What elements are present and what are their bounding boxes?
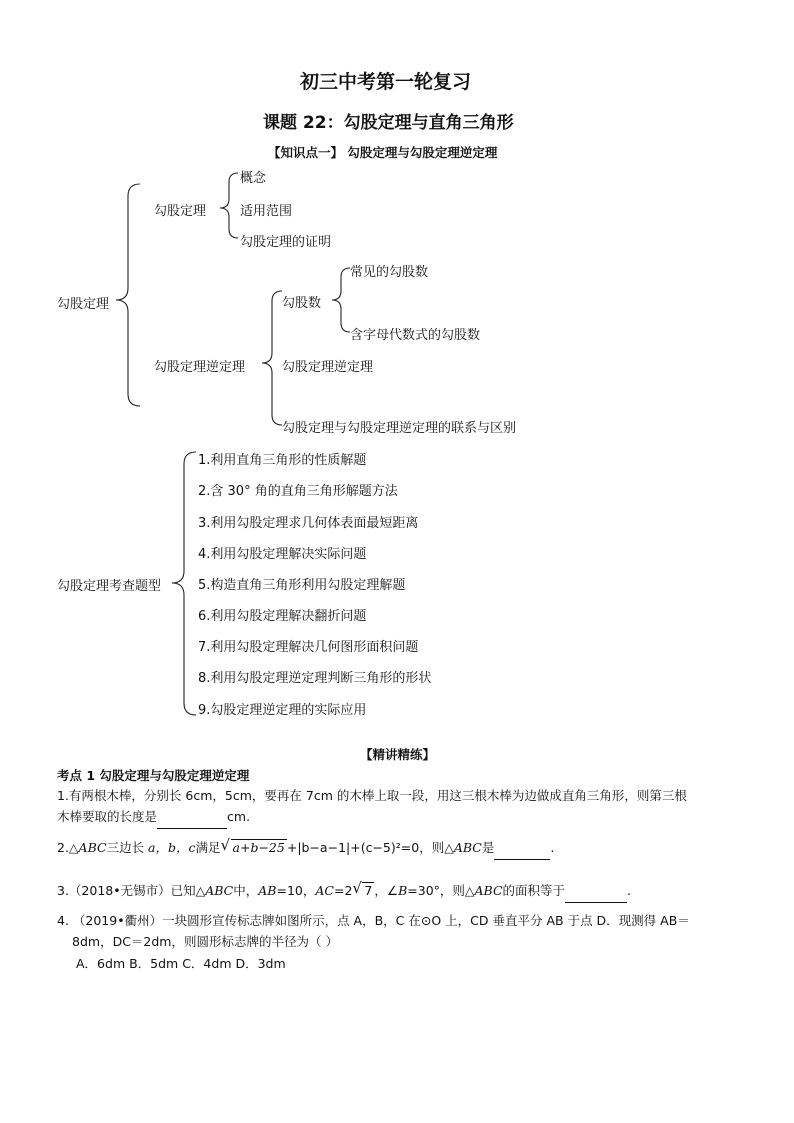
question-types-brace [172,452,196,715]
answer-blank [494,837,550,860]
question-4-line2: 8dm，DC＝2dm，则圆形标志牌的半径为（ ） [72,934,338,949]
question-type-item: 9.勾股定理逆定理的实际应用 [198,703,367,718]
page-title: 初三中考第一轮复习 [300,71,472,93]
question-type-item: 4.利用勾股定理解决实际问题 [198,547,367,562]
question-type-item: 5.构造直角三角形利用勾股定理解题 [198,578,406,593]
sqrt-expression: √ a+b−25 [220,836,285,855]
branch2-label: 勾股定理逆定理 [154,360,246,375]
root-brace [116,184,140,406]
sub1-brace [332,268,350,332]
question-type-item: 7.利用勾股定理解决几何图形面积问题 [198,640,419,655]
sub1-label: 勾股数 [282,296,322,311]
sub1-item-algebraic: 含字母代数式的勾股数 [350,328,481,343]
question-type-item: 8.利用勾股定理逆定理判断三角形的形状 [198,671,432,686]
branch1-label: 勾股定理 [154,204,207,219]
question-3: 3.（2018•无锡市）已知△ABC中，AB=10，AC=2 √ 7 ，∠B=30°，则△ABC的面积等于 . [57,880,631,903]
question-4-options: A．6dm B．5dm C．4dm D．3dm [76,956,286,971]
answer-blank [157,806,227,829]
branch1-item-proof: 勾股定理的证明 [240,235,332,250]
sqrt-seven: √ 7 [352,879,373,898]
branch1-item-scope: 适用范围 [240,204,293,219]
question-type-item: 3.利用勾股定理求几何体表面最短距离 [198,516,419,531]
question-1-line1: 1.有两根木棒，分别长 6cm，5cm，要再在 7cm 的木棒上取一段，用这三根木棒为边做成直角三角形，则第三根 [57,788,687,803]
sub1-item-common: 常见的勾股数 [350,265,429,280]
question-2: 2.△ABC三边长 a，b，c满足 √ a+b−25 +|b−a−1|+(c−5)²=0，则△ABC是 . [57,837,554,860]
answer-blank [565,880,627,903]
question-type-item: 6.利用勾股定理解决翻折问题 [198,609,367,624]
lesson-title: 课题 22：勾股定理与直角三角形 [263,113,514,133]
knowledge-point-heading: 【知识点一】 勾股定理与勾股定理逆定理 [268,145,498,160]
branch2-item-relation: 勾股定理与勾股定理逆定理的联系与区别 [282,421,517,436]
question-type-item: 1.利用直角三角形的性质解题 [198,453,367,468]
branch1-brace [220,173,238,238]
question-type-item: 2.含 30° 角的直角三角形解题方法 [198,484,398,499]
kaodian-heading: 考点 1 勾股定理与勾股定理逆定理 [57,768,250,783]
question-types-label: 勾股定理考查题型 [57,579,162,594]
question-1-line2: 木棒要取的长度是 cm. [57,806,250,829]
branch2-brace [262,291,282,425]
tree-root: 勾股定理 [57,297,110,312]
practice-heading: 【精讲精练】 [360,747,436,762]
question-4-line1: 4. （2019•衢州）一块圆形宣传标志牌如图所示，点 A，B，C 在⊙O 上，CD 垂直平分 AB 于点 D．现测得 AB＝ [57,913,690,928]
branch2-item-converse: 勾股定理逆定理 [282,360,374,375]
branch1-item-concept: 概念 [240,171,267,186]
